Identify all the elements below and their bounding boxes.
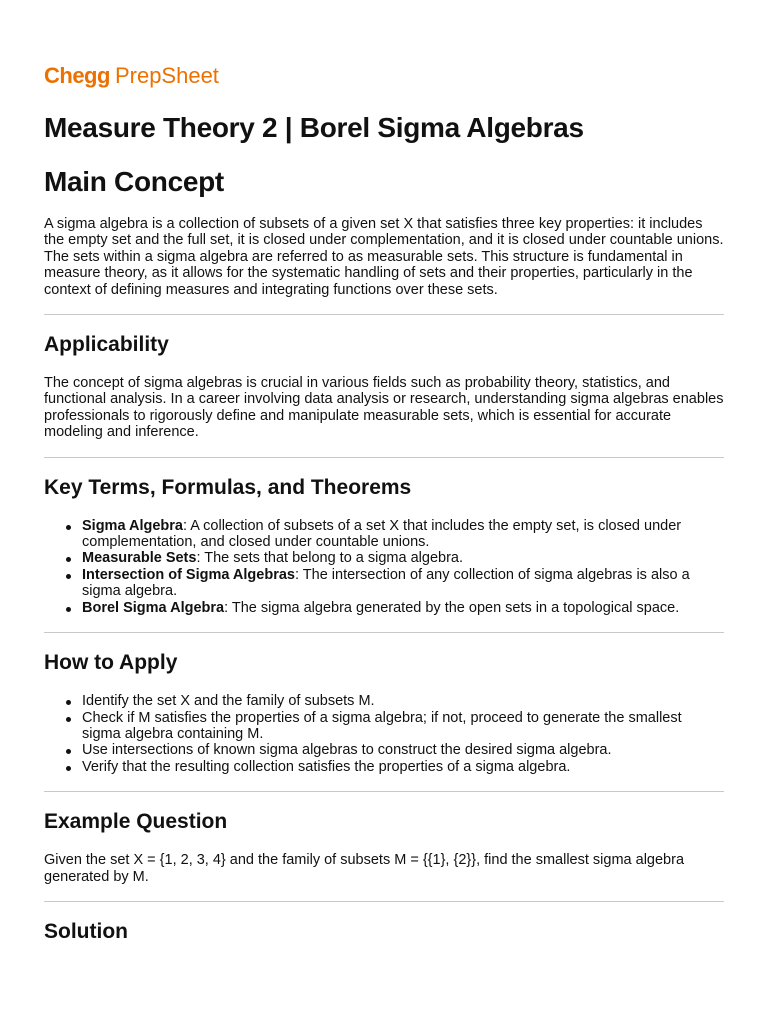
applicability-section: [44, 331, 724, 441]
solution-section: [44, 918, 724, 946]
term-name: Sigma Algebra: [82, 517, 183, 534]
list-item: Use intersections of known sigma algebras to construct the desired sigma algebra.: [82, 742, 724, 758]
applicability-text: The concept of sigma algebras is crucial in various fields such as probability theory, statistics, and functional analysis. In a career involving data analysis or research, understanding sigma algebras enables professionals to rigorously define and manipulate measurable sets, which is essential for accurate modeling and inference.: [44, 375, 724, 441]
how-to-apply-list: [44, 693, 724, 775]
brand-name: Chegg: [44, 63, 110, 88]
solution-heading: Solution: [44, 919, 128, 943]
section-divider: [44, 901, 724, 902]
example-question-text: Given the set X = {1, 2, 3, 4} and the family of subsets M = {{1}, {2}}, find the smallest sigma algebra generated by M.: [44, 852, 685, 885]
list-item: Check if M satisfies the properties of a sigma algebra; if not, proceed to generate the smallest sigma algebra containing M.: [82, 710, 724, 743]
list-item: [82, 567, 724, 600]
list-item: [82, 550, 724, 566]
list-item: Identify the set X and the family of subsets M.: [82, 693, 724, 709]
brand-product: PrepSheet: [114, 63, 219, 88]
key-terms-list: [44, 518, 724, 616]
example-question-section: [44, 808, 724, 885]
term-description: : The sigma algebra generated by the open sets in a topological space.: [224, 599, 680, 616]
section-divider: [44, 457, 724, 458]
list-item: [82, 518, 724, 551]
key-terms-section: [44, 474, 724, 616]
section-divider: [44, 314, 724, 315]
example-question-heading: Example Question: [44, 810, 228, 834]
how-to-apply-section: [44, 649, 724, 775]
term-description: : The sets that belong to a sigma algebra.: [196, 550, 463, 567]
main-concept-text: A sigma algebra is a collection of subsets of a given set X that satisfies three key properties: it includes the empty set and the full set, it is closed under complementation, and it is closed under countable unions. The sets within a sigma algebra are referred to as measurable sets. This structure is fundamental in measure theory, as it allows for the systematic handling of sets and their properties, particularly in the context of defining measures and integrating functions over these sets.: [44, 216, 724, 298]
section-divider: [44, 791, 724, 792]
term-description: : The intersection of any collection of sigma algebras is also a sigma algebra.: [82, 566, 690, 600]
list-item: [82, 600, 724, 616]
main-concept-heading: Main Concept: [44, 166, 224, 197]
main-concept-section: [44, 164, 724, 298]
content: [44, 164, 724, 946]
term-description: : A collection of subsets of a set X that includes the empty set, is closed under complementation, and closed under countable unions.: [82, 517, 682, 551]
term-name: Intersection of Sigma Algebras: [82, 566, 295, 583]
key-terms-heading: Key Terms, Formulas, and Theorems: [44, 475, 412, 499]
how-to-apply-heading: How to Apply: [44, 651, 178, 675]
chegg-prepsheet-logo: [44, 62, 219, 90]
applicability-heading: Applicability: [44, 333, 169, 357]
term-name: Measurable Sets: [82, 550, 197, 567]
term-name: Borel Sigma Algebra: [82, 599, 225, 616]
section-divider: [44, 632, 724, 633]
list-item: Verify that the resulting collection satisfies the properties of a sigma algebra.: [82, 759, 724, 775]
page-title: Measure Theory 2 | Borel Sigma Algebras: [44, 112, 584, 143]
